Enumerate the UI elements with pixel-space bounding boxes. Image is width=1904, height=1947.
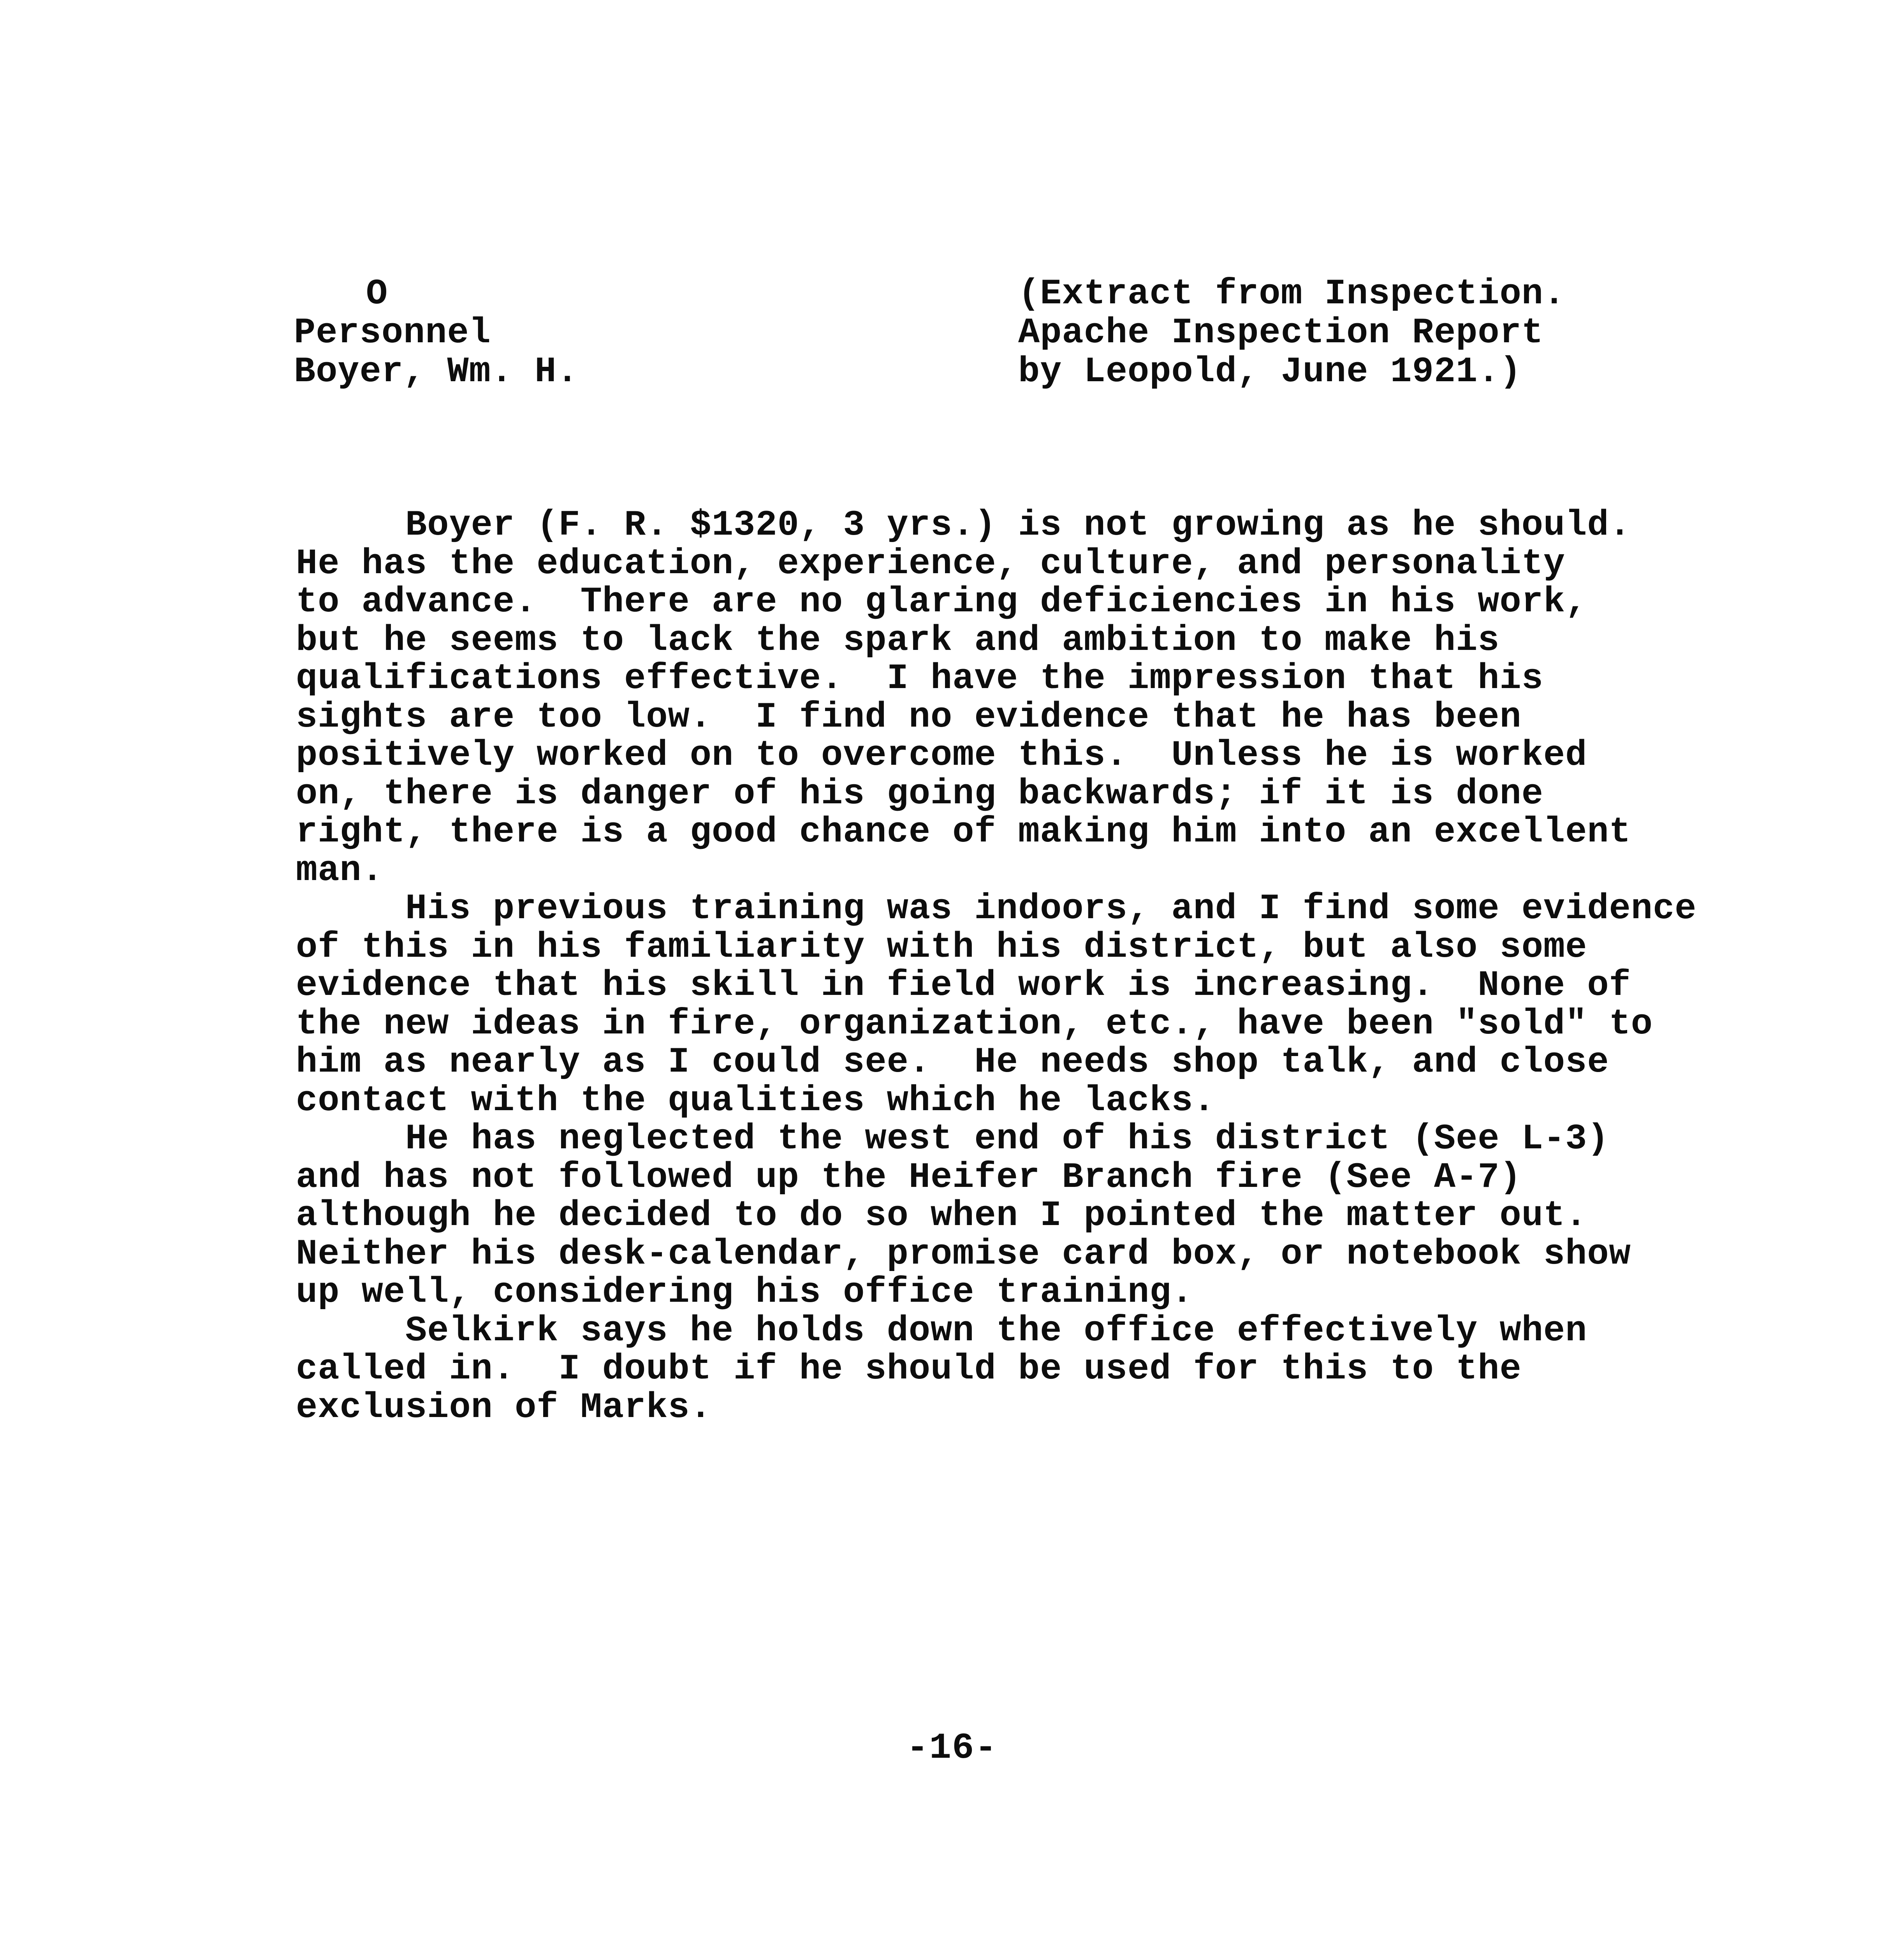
body-line: qualifications effective. I have the impression that his: [296, 658, 1543, 699]
body-line: man.: [296, 850, 384, 891]
body-line: exclusion of Marks.: [296, 1387, 712, 1428]
body-line: contact with the qualities which he lacks.: [296, 1080, 1215, 1121]
body-line: Selkirk says he holds down the office effectively when: [296, 1310, 1587, 1351]
body-line: and has not followed up the Heifer Branch fire (See A-7): [296, 1157, 1522, 1198]
body-line: to advance. There are no glaring deficiencies in his work,: [296, 581, 1587, 622]
body-line: but he seems to lack the spark and ambition to make his: [296, 620, 1500, 661]
body-line: His previous training was indoors, and I find some evidence: [296, 888, 1697, 929]
body-line: of this in his familiarity with his district, but also some: [296, 926, 1587, 968]
body-line: He has neglected the west end of his district (See L-3): [296, 1118, 1609, 1159]
file-mark: O: [366, 273, 388, 314]
body-line: evidence that his skill in field work is increasing. None of: [296, 965, 1631, 1006]
body-line: up well, considering his office training.: [296, 1272, 1193, 1313]
body-line: Boyer (F. R. $1320, 3 yrs.) is not growing as he should.: [296, 505, 1631, 546]
source-line: Apache Inspection Report: [1018, 312, 1544, 353]
body-line: right, there is a good chance of making him into an excellent: [296, 812, 1631, 852]
body-line: sights are too low. I find no evidence that he has been: [296, 696, 1522, 738]
body-line: although he decided to do so when I pointed the matter out.: [296, 1195, 1587, 1236]
file-subject: Boyer, Wm. H.: [294, 351, 579, 392]
source-line: (Extract from Inspection.: [1018, 273, 1566, 314]
source-line: by Leopold, June 1921.): [1018, 351, 1522, 392]
body-line: positively worked on to overcome this. Unless he is worked: [296, 735, 1587, 776]
body-line: the new ideas in fire, organization, etc., have been "sold" to: [296, 1003, 1653, 1044]
body-line: him as nearly as I could see. He needs shop talk, and close: [296, 1042, 1609, 1083]
body-line: He has the education, experience, culture, and personality: [296, 543, 1566, 584]
source-note: [1018, 275, 1758, 391]
page-number: -16-: [906, 1728, 998, 1769]
file-header: [294, 275, 917, 391]
file-category: Personnel: [294, 312, 491, 353]
body-line: called in. I doubt if he should be used for this to the: [296, 1348, 1522, 1389]
body-line: Neither his desk-calendar, promise card box, or notebook show: [296, 1233, 1631, 1275]
report-body: [296, 506, 1807, 1427]
body-line: on, there is danger of his going backwards; if it is done: [296, 773, 1543, 814]
